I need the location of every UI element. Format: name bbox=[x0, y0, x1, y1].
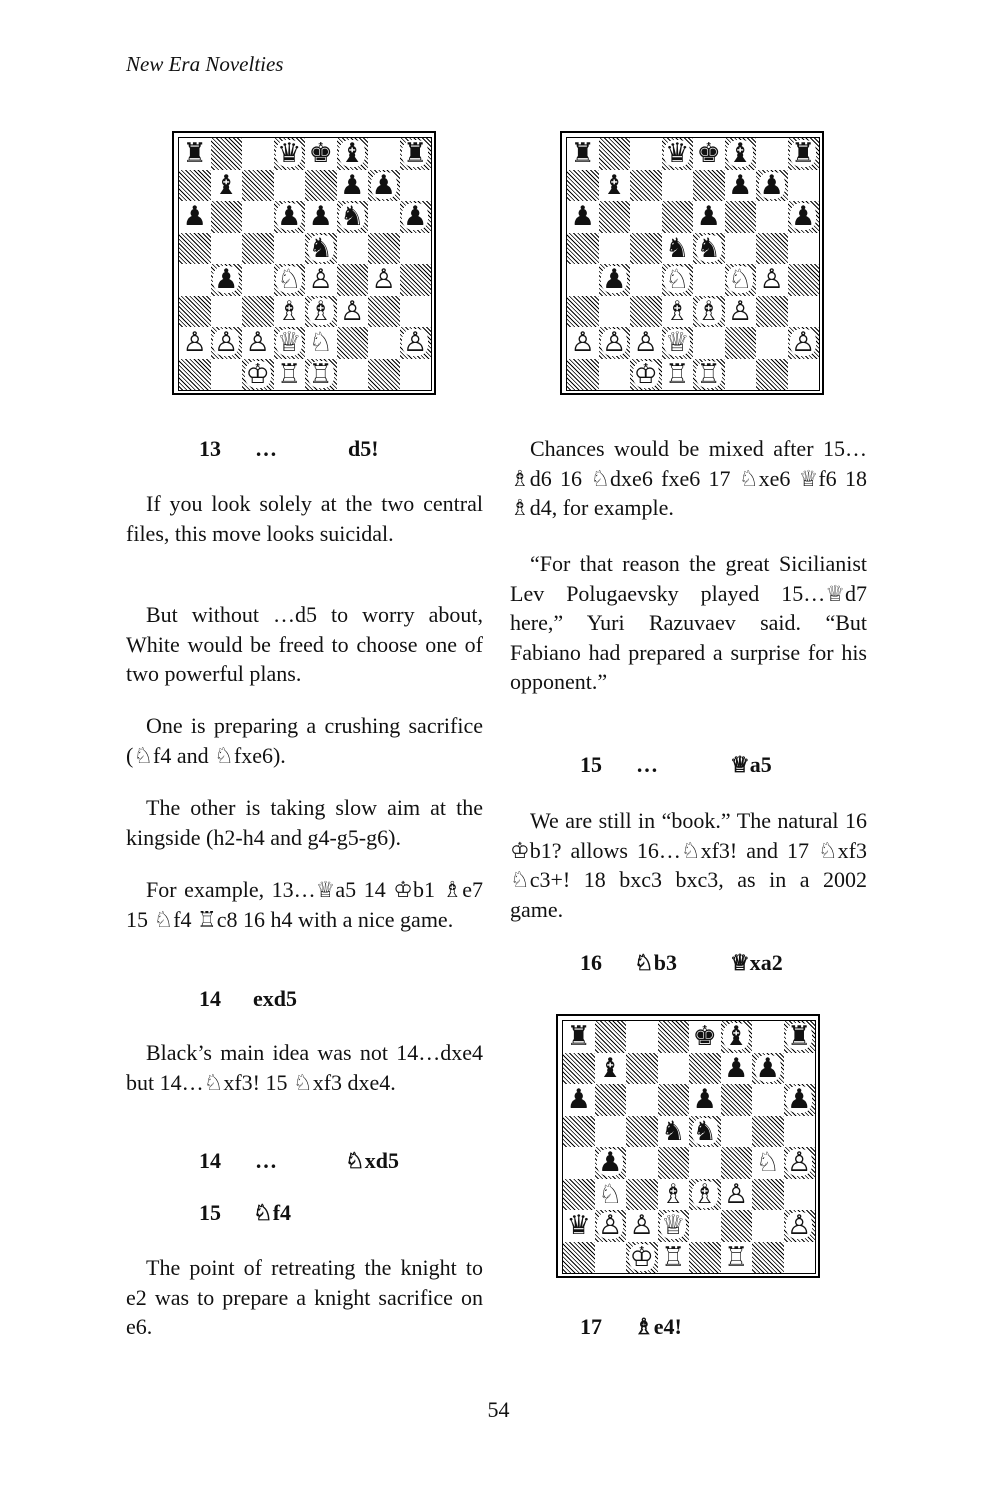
white-pawn-icon: ♙ bbox=[728, 295, 753, 327]
square-g2 bbox=[756, 327, 788, 359]
white-rook-icon: ♖ bbox=[665, 358, 690, 390]
white-knight-icon: ♘ bbox=[308, 327, 333, 359]
square-h5 bbox=[784, 1116, 816, 1148]
square-c3 bbox=[242, 296, 274, 328]
white-pawn-icon: ♙ bbox=[214, 327, 239, 359]
black-pawn-icon: ♟ bbox=[214, 264, 239, 296]
black-pawn-icon: ♟ bbox=[755, 1052, 780, 1084]
black-pawn-icon: ♟ bbox=[759, 169, 784, 201]
white-pawn-icon: ♙ bbox=[570, 327, 595, 359]
square-a1 bbox=[563, 1242, 595, 1274]
square-f4 bbox=[721, 1147, 753, 1179]
square-f6 bbox=[721, 1084, 753, 1116]
white-pawn-icon: ♙ bbox=[791, 327, 816, 359]
white-pawn-icon: ♙ bbox=[602, 327, 627, 359]
square-h3 bbox=[400, 296, 432, 328]
black-bishop-icon: ♝ bbox=[340, 138, 365, 170]
square-b8 bbox=[211, 138, 243, 170]
white-knight-icon: ♘ bbox=[598, 1178, 623, 1210]
square-c5 bbox=[630, 233, 662, 265]
board-grid bbox=[562, 1020, 816, 1274]
square-a7 bbox=[563, 1053, 595, 1085]
white-queen-icon: ♕ bbox=[665, 327, 690, 359]
square-c7 bbox=[626, 1053, 658, 1085]
black-pawn-icon: ♟ bbox=[696, 201, 721, 233]
square-b1 bbox=[595, 1242, 627, 1274]
white-rook-icon: ♖ bbox=[661, 1241, 686, 1273]
square-g6 bbox=[752, 1084, 784, 1116]
square-c4 bbox=[630, 264, 662, 296]
white-king-icon: ♔ bbox=[629, 1241, 654, 1273]
square-a7 bbox=[567, 170, 599, 202]
black-king-icon: ♚ bbox=[696, 138, 721, 170]
square-g1 bbox=[756, 359, 788, 391]
square-g3 bbox=[752, 1179, 784, 1211]
black-pawn-icon: ♟ bbox=[566, 1084, 591, 1116]
square-a1 bbox=[179, 359, 211, 391]
square-a1 bbox=[567, 359, 599, 391]
white-move: … bbox=[255, 1148, 277, 1173]
square-g5 bbox=[756, 233, 788, 265]
square-c6 bbox=[242, 201, 274, 233]
square-h7 bbox=[400, 170, 432, 202]
paragraph: If you look solely at the two central files, this move looks suicidal. bbox=[126, 491, 483, 546]
square-a7 bbox=[179, 170, 211, 202]
black-knight-icon: ♞ bbox=[340, 201, 365, 233]
white-bishop-icon: ♗ bbox=[661, 1178, 686, 1210]
white-bishop-icon: ♗ bbox=[692, 1178, 717, 1210]
white-pawn-icon: ♙ bbox=[245, 327, 270, 359]
square-f1 bbox=[337, 359, 369, 391]
black-pawn-icon: ♟ bbox=[791, 201, 816, 233]
square-b6 bbox=[211, 201, 243, 233]
square-g6 bbox=[756, 201, 788, 233]
square-f5 bbox=[337, 233, 369, 265]
square-h1 bbox=[400, 359, 432, 391]
white-pawn-icon: ♙ bbox=[724, 1178, 749, 1210]
square-h1 bbox=[784, 1242, 816, 1274]
move-number: 14 bbox=[199, 986, 221, 1011]
square-b1 bbox=[211, 359, 243, 391]
black-knight-icon: ♞ bbox=[308, 232, 333, 264]
move-number: 15 bbox=[199, 1200, 221, 1225]
white-pawn-icon: ♙ bbox=[403, 327, 428, 359]
square-d6 bbox=[662, 201, 694, 233]
white-move: … bbox=[255, 436, 277, 461]
square-f2 bbox=[337, 327, 369, 359]
square-f4 bbox=[337, 264, 369, 296]
square-g2 bbox=[752, 1210, 784, 1242]
board-grid bbox=[178, 137, 432, 391]
square-a3 bbox=[179, 296, 211, 328]
paragraph: For example, 13…♕a5 14 ♔b1 ♗e7 15 ♘f4 ♖c8 16 h4 with a nice game. bbox=[126, 877, 483, 932]
black-rook-icon: ♜ bbox=[566, 1021, 591, 1053]
black-knight-icon: ♞ bbox=[661, 1115, 686, 1147]
white-move: ♘f4 bbox=[253, 1200, 292, 1225]
square-e2 bbox=[693, 327, 725, 359]
black-rook-icon: ♜ bbox=[403, 138, 428, 170]
move-number: 14 bbox=[199, 1148, 221, 1173]
white-pawn-icon: ♙ bbox=[308, 264, 333, 296]
square-h5 bbox=[400, 233, 432, 265]
square-f2 bbox=[721, 1210, 753, 1242]
square-f5 bbox=[721, 1116, 753, 1148]
black-bishop-icon: ♝ bbox=[728, 138, 753, 170]
square-e7 bbox=[693, 170, 725, 202]
square-d7 bbox=[662, 170, 694, 202]
square-a3 bbox=[567, 296, 599, 328]
square-f2 bbox=[725, 327, 757, 359]
square-c4 bbox=[242, 264, 274, 296]
square-a4 bbox=[563, 1147, 595, 1179]
white-move: exd5 bbox=[253, 986, 297, 1011]
square-c8 bbox=[242, 138, 274, 170]
black-move: ♘xd5 bbox=[345, 1148, 399, 1173]
black-pawn-icon: ♟ bbox=[570, 201, 595, 233]
chess-diagram-1 bbox=[172, 131, 436, 395]
square-e7 bbox=[305, 170, 337, 202]
square-h5 bbox=[788, 233, 820, 265]
move-number: 13 bbox=[199, 436, 221, 461]
black-queen-icon: ♛ bbox=[665, 138, 690, 170]
move-number: 17 bbox=[580, 1314, 602, 1339]
black-pawn-icon: ♟ bbox=[403, 201, 428, 233]
white-pawn-icon: ♙ bbox=[340, 295, 365, 327]
square-b5 bbox=[599, 233, 631, 265]
square-g1 bbox=[368, 359, 400, 391]
white-rook-icon: ♖ bbox=[696, 358, 721, 390]
white-bishop-icon: ♗ bbox=[308, 295, 333, 327]
square-g2 bbox=[368, 327, 400, 359]
square-d6 bbox=[658, 1084, 690, 1116]
black-pawn-icon: ♟ bbox=[692, 1084, 717, 1116]
square-f6 bbox=[725, 201, 757, 233]
square-d8 bbox=[658, 1021, 690, 1053]
black-pawn-icon: ♟ bbox=[277, 201, 302, 233]
black-rook-icon: ♜ bbox=[570, 138, 595, 170]
square-e2 bbox=[689, 1210, 721, 1242]
square-b5 bbox=[211, 233, 243, 265]
square-a5 bbox=[179, 233, 211, 265]
square-e1 bbox=[689, 1242, 721, 1274]
square-g5 bbox=[368, 233, 400, 265]
square-b8 bbox=[599, 138, 631, 170]
white-bishop-icon: ♗ bbox=[277, 295, 302, 327]
square-b3 bbox=[211, 296, 243, 328]
white-pawn-icon: ♙ bbox=[182, 327, 207, 359]
white-pawn-icon: ♙ bbox=[629, 1210, 654, 1242]
black-bishop-icon: ♝ bbox=[724, 1021, 749, 1053]
square-b1 bbox=[599, 359, 631, 391]
paragraph: “For that reason the great Sicilianist Lev Polugaevsky played 15…♕d7 here,” Yuri Razuvaev said. “But Fabiano had prepared a surprise for his opponent.” bbox=[510, 551, 867, 694]
black-rook-icon: ♜ bbox=[787, 1021, 812, 1053]
black-pawn-icon: ♟ bbox=[340, 169, 365, 201]
square-a3 bbox=[563, 1179, 595, 1211]
square-g8 bbox=[756, 138, 788, 170]
square-h7 bbox=[784, 1053, 816, 1085]
black-pawn-icon: ♟ bbox=[728, 169, 753, 201]
black-move: ♕xa2 bbox=[730, 950, 783, 975]
white-knight-icon: ♘ bbox=[277, 264, 302, 296]
white-pawn-icon: ♙ bbox=[371, 264, 396, 296]
white-bishop-icon: ♗ bbox=[696, 295, 721, 327]
chess-diagram-2 bbox=[560, 131, 824, 395]
square-b3 bbox=[599, 296, 631, 328]
white-knight-icon: ♘ bbox=[755, 1147, 780, 1179]
white-move: ♘b3 bbox=[634, 950, 677, 975]
square-a5 bbox=[563, 1116, 595, 1148]
black-queen-icon: ♛ bbox=[566, 1210, 591, 1242]
white-queen-icon: ♕ bbox=[661, 1210, 686, 1242]
black-king-icon: ♚ bbox=[308, 138, 333, 170]
square-d5 bbox=[274, 233, 306, 265]
white-pawn-icon: ♙ bbox=[598, 1210, 623, 1242]
black-knight-icon: ♞ bbox=[696, 232, 721, 264]
square-c5 bbox=[242, 233, 274, 265]
black-knight-icon: ♞ bbox=[665, 232, 690, 264]
black-bishop-icon: ♝ bbox=[602, 169, 627, 201]
white-pawn-icon: ♙ bbox=[787, 1210, 812, 1242]
white-pawn-icon: ♙ bbox=[787, 1147, 812, 1179]
paragraph: One is preparing a crushing sacrifice (♘f4 and ♘fxe6). bbox=[126, 713, 483, 768]
black-pawn-icon: ♟ bbox=[602, 264, 627, 296]
move-number: 16 bbox=[580, 950, 602, 975]
black-pawn-icon: ♟ bbox=[787, 1084, 812, 1116]
black-king-icon: ♚ bbox=[692, 1021, 717, 1053]
square-g6 bbox=[368, 201, 400, 233]
square-c6 bbox=[626, 1084, 658, 1116]
square-c5 bbox=[626, 1116, 658, 1148]
square-e7 bbox=[689, 1053, 721, 1085]
square-g3 bbox=[368, 296, 400, 328]
black-pawn-icon: ♟ bbox=[308, 201, 333, 233]
chess-diagram-3 bbox=[556, 1014, 820, 1278]
white-pawn-icon: ♙ bbox=[759, 264, 784, 296]
white-move: ♗e4! bbox=[634, 1314, 682, 1339]
square-h7 bbox=[788, 170, 820, 202]
square-g8 bbox=[368, 138, 400, 170]
square-h3 bbox=[784, 1179, 816, 1211]
square-b5 bbox=[595, 1116, 627, 1148]
square-c8 bbox=[630, 138, 662, 170]
square-g8 bbox=[752, 1021, 784, 1053]
square-b6 bbox=[595, 1084, 627, 1116]
square-d7 bbox=[658, 1053, 690, 1085]
black-bishop-icon: ♝ bbox=[214, 169, 239, 201]
page-number: 54 bbox=[487, 1397, 510, 1422]
move-number: 15 bbox=[580, 752, 602, 777]
white-king-icon: ♔ bbox=[245, 358, 270, 390]
paragraph: Chances would be mixed after 15…♗d6 16 ♘dxe6 fxe6 17 ♘xe6 ♕f6 18 ♗d4, for example. bbox=[510, 436, 867, 520]
black-pawn-icon: ♟ bbox=[182, 201, 207, 233]
square-f5 bbox=[725, 233, 757, 265]
square-d7 bbox=[274, 170, 306, 202]
black-move: d5! bbox=[348, 436, 379, 461]
black-move: ♕a5 bbox=[730, 752, 772, 777]
square-h4 bbox=[788, 264, 820, 296]
black-queen-icon: ♛ bbox=[277, 138, 302, 170]
square-c7 bbox=[242, 170, 274, 202]
square-d4 bbox=[658, 1147, 690, 1179]
paragraph: But without …d5 to worry about, White would be freed to choose one of two powerful plans. bbox=[126, 602, 483, 686]
board-grid bbox=[566, 137, 820, 391]
paragraph: We are still in “book.” The natural 16 ♔b1? allows 16…♘xf3! and 17 ♘xf3 ♘c3+! 18 bxc3 bxc3, as in a 2002 game. bbox=[510, 808, 867, 922]
white-knight-icon: ♘ bbox=[665, 264, 690, 296]
black-bishop-icon: ♝ bbox=[598, 1052, 623, 1084]
square-e4 bbox=[693, 264, 725, 296]
square-h3 bbox=[788, 296, 820, 328]
square-c4 bbox=[626, 1147, 658, 1179]
black-pawn-icon: ♟ bbox=[724, 1052, 749, 1084]
white-queen-icon: ♕ bbox=[277, 327, 302, 359]
square-a4 bbox=[567, 264, 599, 296]
white-pawn-icon: ♙ bbox=[633, 327, 658, 359]
square-g1 bbox=[752, 1242, 784, 1274]
square-a5 bbox=[567, 233, 599, 265]
square-f1 bbox=[725, 359, 757, 391]
black-rook-icon: ♜ bbox=[182, 138, 207, 170]
square-a4 bbox=[179, 264, 211, 296]
square-h4 bbox=[400, 264, 432, 296]
square-c7 bbox=[630, 170, 662, 202]
square-b6 bbox=[599, 201, 631, 233]
square-e4 bbox=[689, 1147, 721, 1179]
black-pawn-icon: ♟ bbox=[371, 169, 396, 201]
black-knight-icon: ♞ bbox=[692, 1115, 717, 1147]
paragraph: The other is taking slow aim at the kingside (h2-h4 and g4-g5-g6). bbox=[126, 795, 483, 850]
white-bishop-icon: ♗ bbox=[665, 295, 690, 327]
white-knight-icon: ♘ bbox=[728, 264, 753, 296]
black-pawn-icon: ♟ bbox=[598, 1147, 623, 1179]
running-header: New Era Novelties bbox=[126, 52, 284, 76]
white-move: … bbox=[636, 752, 658, 777]
square-c8 bbox=[626, 1021, 658, 1053]
square-b8 bbox=[595, 1021, 627, 1053]
white-rook-icon: ♖ bbox=[308, 358, 333, 390]
paragraph: Black’s main idea was not 14…dxe4 but 14…♘xf3! 15 ♘xf3 dxe4. bbox=[126, 1040, 483, 1095]
paragraph: The point of retreating the knight to e2 was to prepare a knight sacrifice on e6. bbox=[126, 1255, 483, 1339]
square-h1 bbox=[788, 359, 820, 391]
white-king-icon: ♔ bbox=[633, 358, 658, 390]
square-g3 bbox=[756, 296, 788, 328]
square-c3 bbox=[630, 296, 662, 328]
square-g5 bbox=[752, 1116, 784, 1148]
black-rook-icon: ♜ bbox=[791, 138, 816, 170]
white-rook-icon: ♖ bbox=[277, 358, 302, 390]
square-c6 bbox=[630, 201, 662, 233]
square-c3 bbox=[626, 1179, 658, 1211]
white-rook-icon: ♖ bbox=[724, 1241, 749, 1273]
